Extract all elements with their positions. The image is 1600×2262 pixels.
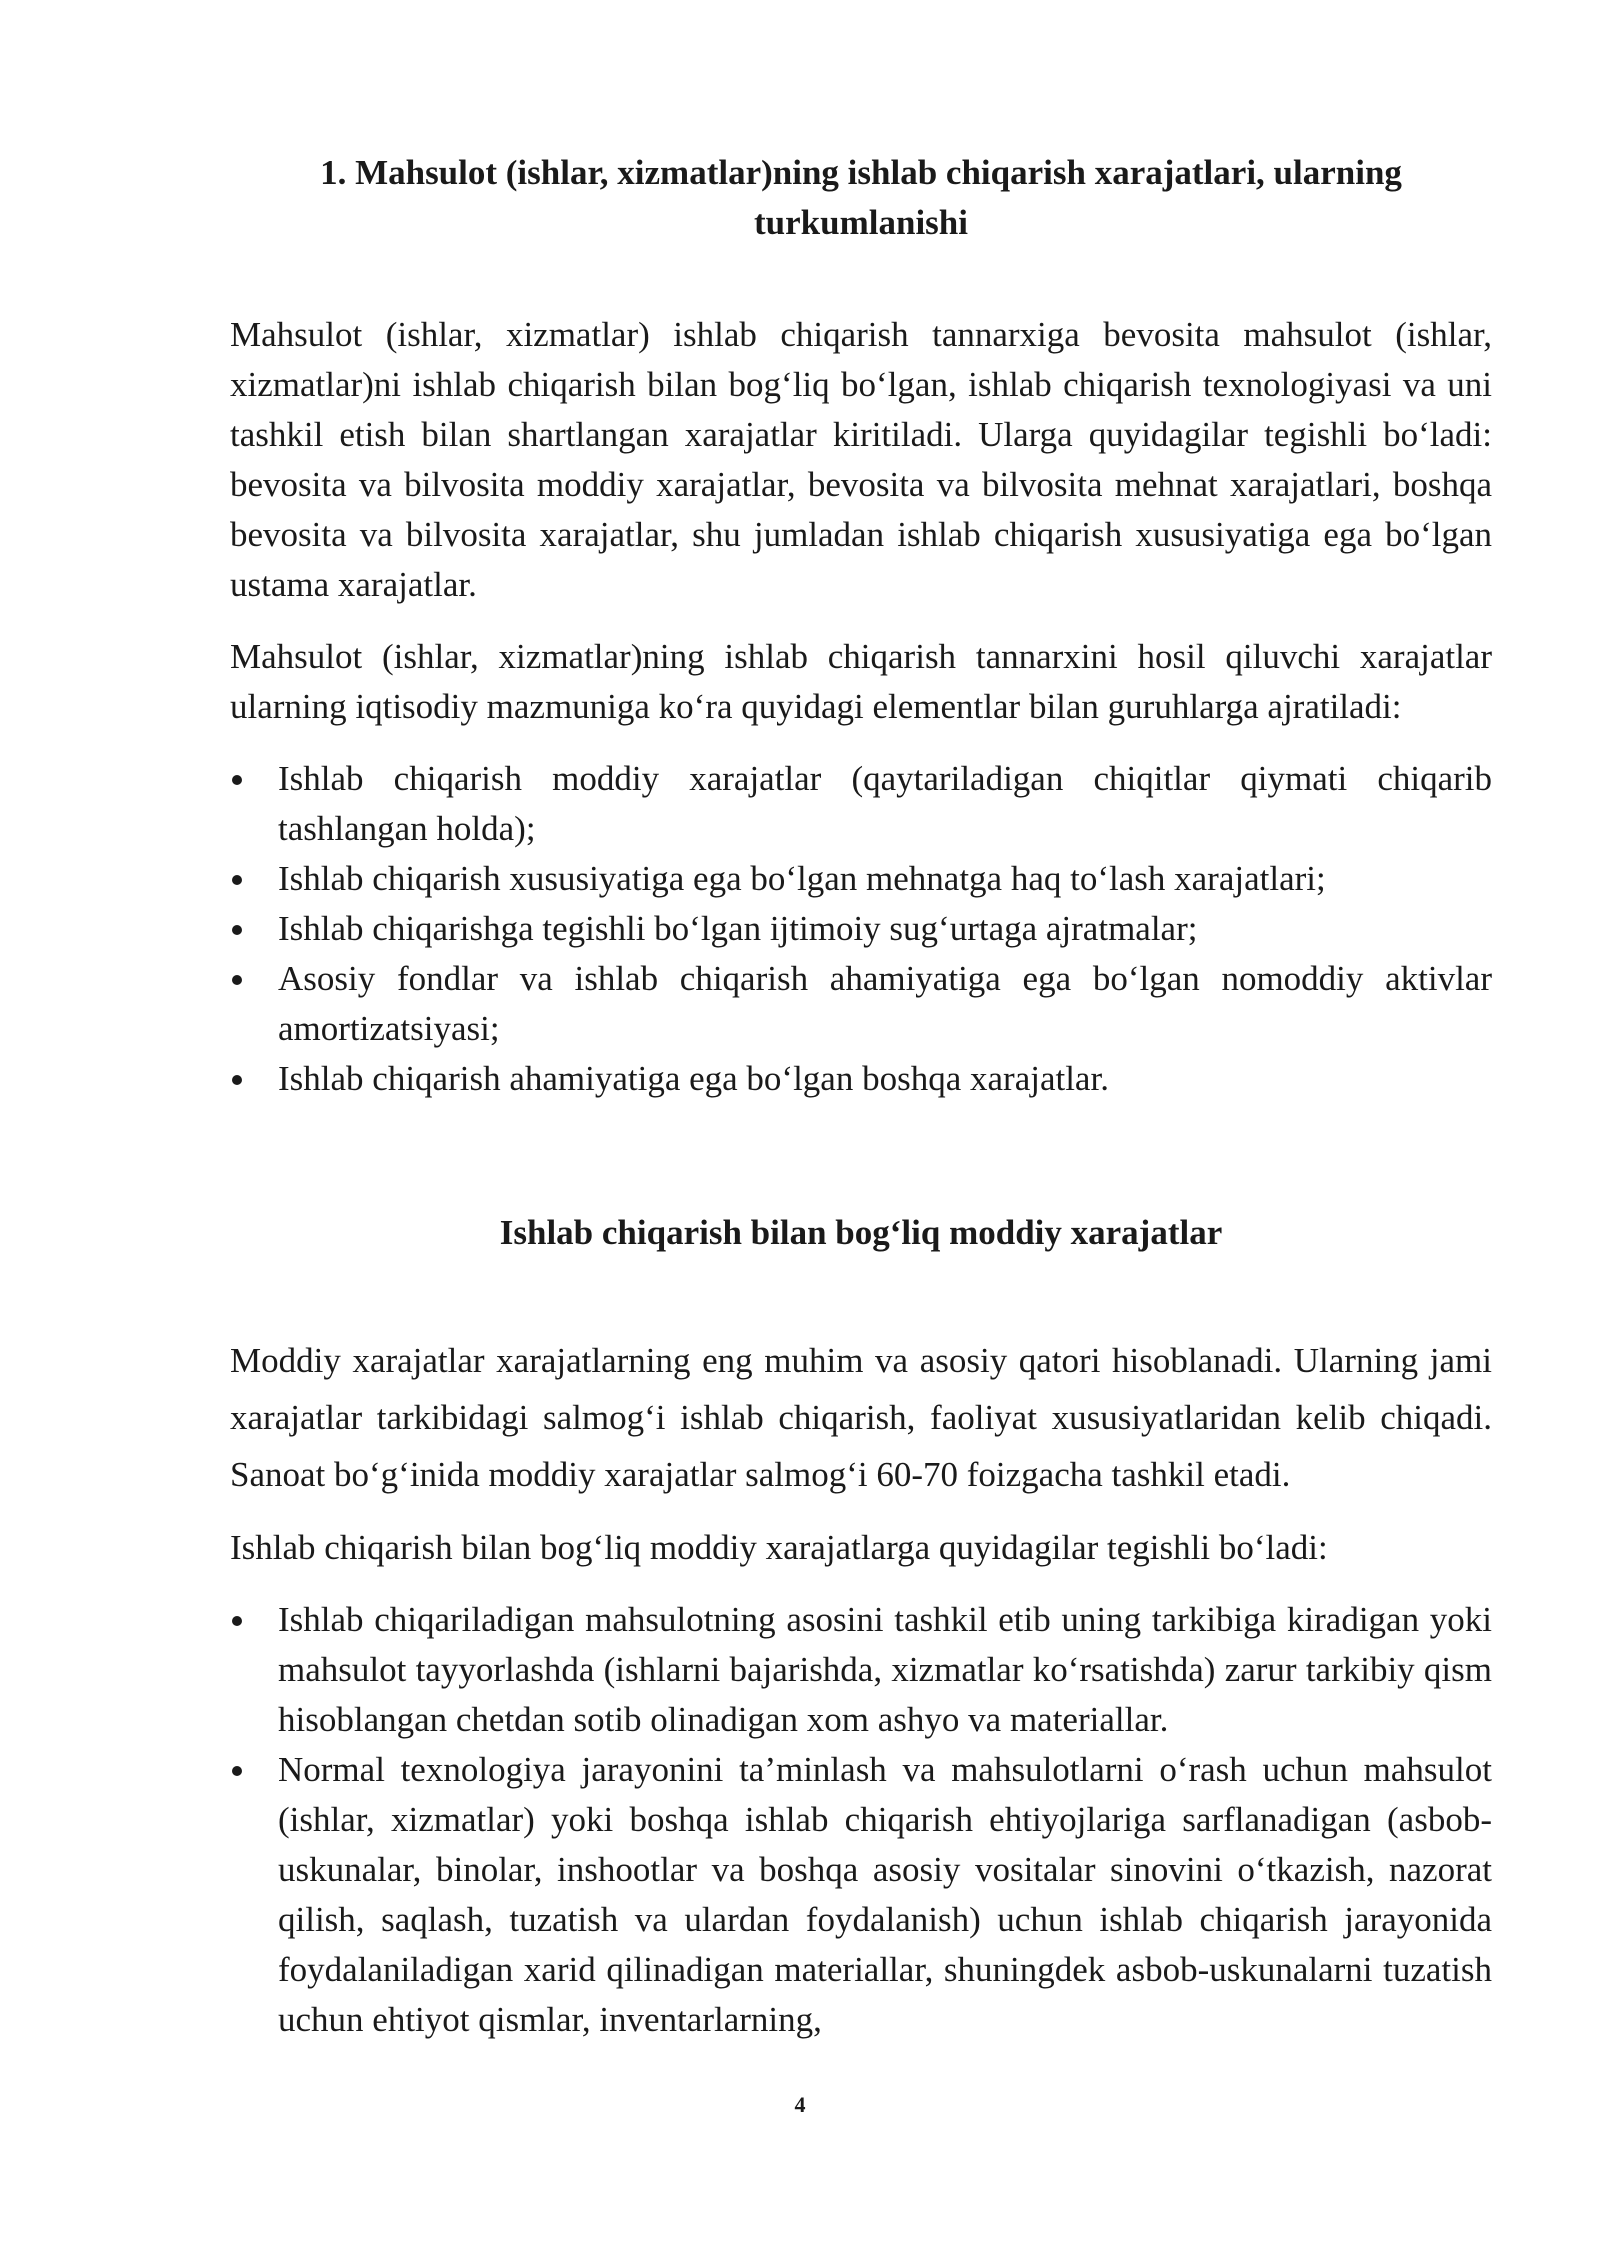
bullet-icon <box>232 975 242 985</box>
list-item-text: Ishlab chiqarish moddiy xarajatlar (qaytariladigan chiqitlar qiymati chiqarib tashlangan holda); <box>278 759 1492 848</box>
page-number: 4 <box>794 2092 806 2117</box>
list-item-text: Ishlab chiqarish ahamiyatiga ega bo‘lgan boshqa xarajatlar. <box>278 1059 1109 1098</box>
bullet-list <box>230 1595 1492 2045</box>
bullet-icon <box>232 925 242 935</box>
list-item <box>230 1745 1492 2045</box>
bullet-icon <box>232 1616 242 1626</box>
section-title: 1. Mahsulot (ishlar, xizmatlar)ning ishlab chiqarish xarajatlari, ularning turkumlanishi <box>320 153 1402 242</box>
list-item-text: Normal texnologiya jarayonini ta’minlash va mahsulotlarni o‘rash uchun mahsulot (ishlar, xizmatlar) yoki boshqa ishlab chiqarish ehtiyojlariga sarflanadigan (asbob-uskunalar, binolar, inshootlar va boshqa asosiy vositalar sinovini o‘tkazish, nazorat qilish, saqlash, tuzatish va ulardan foydalanish) uchun ishlab chiqarish jarayonida foydalaniladigan xarid qilinadigan materiallar, shuningdek asbob-uskunalarni tuzatish uchun ehtiyot qismlar, inventarlarning, <box>278 1750 1492 2039</box>
paragraph: Ishlab chiqarish bilan bog‘liq moddiy xarajatlarga quyidagilar tegishli bo‘ladi: <box>230 1528 1328 1567</box>
bullet-icon <box>232 1766 242 1776</box>
list-item-text: Asosiy fondlar va ishlab chiqarish ahamiyatiga ega bo‘lgan nomoddiy aktivlar amortizatsiyasi; <box>278 959 1492 1048</box>
list-item <box>230 1595 1492 1745</box>
list-item-text: Ishlab chiqarish xususiyatiga ega bo‘lgan mehnatga haq to‘lash xarajatlari; <box>278 859 1326 898</box>
list-item <box>230 904 1492 954</box>
list-item-text: Ishlab chiqariladigan mahsulotning asosini tashkil etib uning tarkibiga kiradigan yoki mahsulot tayyorlashda (ishlarni bajarishda, xizmatlar ko‘rsatishda) zarur tarkibiy qism hisoblangan chetdan sotib olinadigan xom ashyo va materiallar. <box>278 1600 1492 1739</box>
subsection-title: Ishlab chiqarish bilan bog‘liq moddiy xarajatlar <box>499 1213 1223 1252</box>
paragraph: Mahsulot (ishlar, xizmatlar) ishlab chiqarish tannarxiga bevosita mahsulot (ishlar, xizmatlar)ni ishlab chiqarish bilan bog‘liq bo‘lgan, ishlab chiqarish texnologiyasi va uni tashkil etish bilan shartlangan xarajatlar kiritiladi. Ularga quyidagilar tegishli bo‘ladi: bevosita va bilvosita moddiy xarajatlar, bevosita va bilvosita mehnat xarajatlari, boshqa bevosita va bilvosita xarajatlar, shu jumladan ishlab chiqarish xususiyatiga ega bo‘lgan ustama xarajatlar. <box>230 315 1492 604</box>
bullet-icon <box>232 1075 242 1085</box>
list-item <box>230 1054 1492 1104</box>
list-item <box>230 754 1492 854</box>
paragraph: Moddiy xarajatlar xarajatlarning eng muhim va asosiy qatori hisoblanadi. Ularning jami xarajatlar tarkibidagi salmog‘i ishlab chiqarish, faoliyat xususiyatlaridan kelib chiqadi. Sanoat bo‘g‘inida moddiy xarajatlar salmog‘i 60-70 foizgacha tashkil etadi. <box>230 1341 1492 1494</box>
bullet-icon <box>232 875 242 885</box>
list-item <box>230 854 1492 904</box>
list-item-text: Ishlab chiqarishga tegishli bo‘lgan ijtimoiy sug‘urtaga ajratmalar; <box>278 909 1198 948</box>
list-item <box>230 954 1492 1054</box>
bullet-icon <box>232 775 242 785</box>
page-content <box>230 148 1492 2045</box>
bullet-list <box>230 754 1492 1104</box>
paragraph: Mahsulot (ishlar, xizmatlar)ning ishlab chiqarish tannarxini hosil qiluvchi xarajatlar ularning iqtisodiy mazmuniga ko‘ra quyidagi elementlar bilan guruhlarga ajratiladi: <box>230 637 1492 726</box>
